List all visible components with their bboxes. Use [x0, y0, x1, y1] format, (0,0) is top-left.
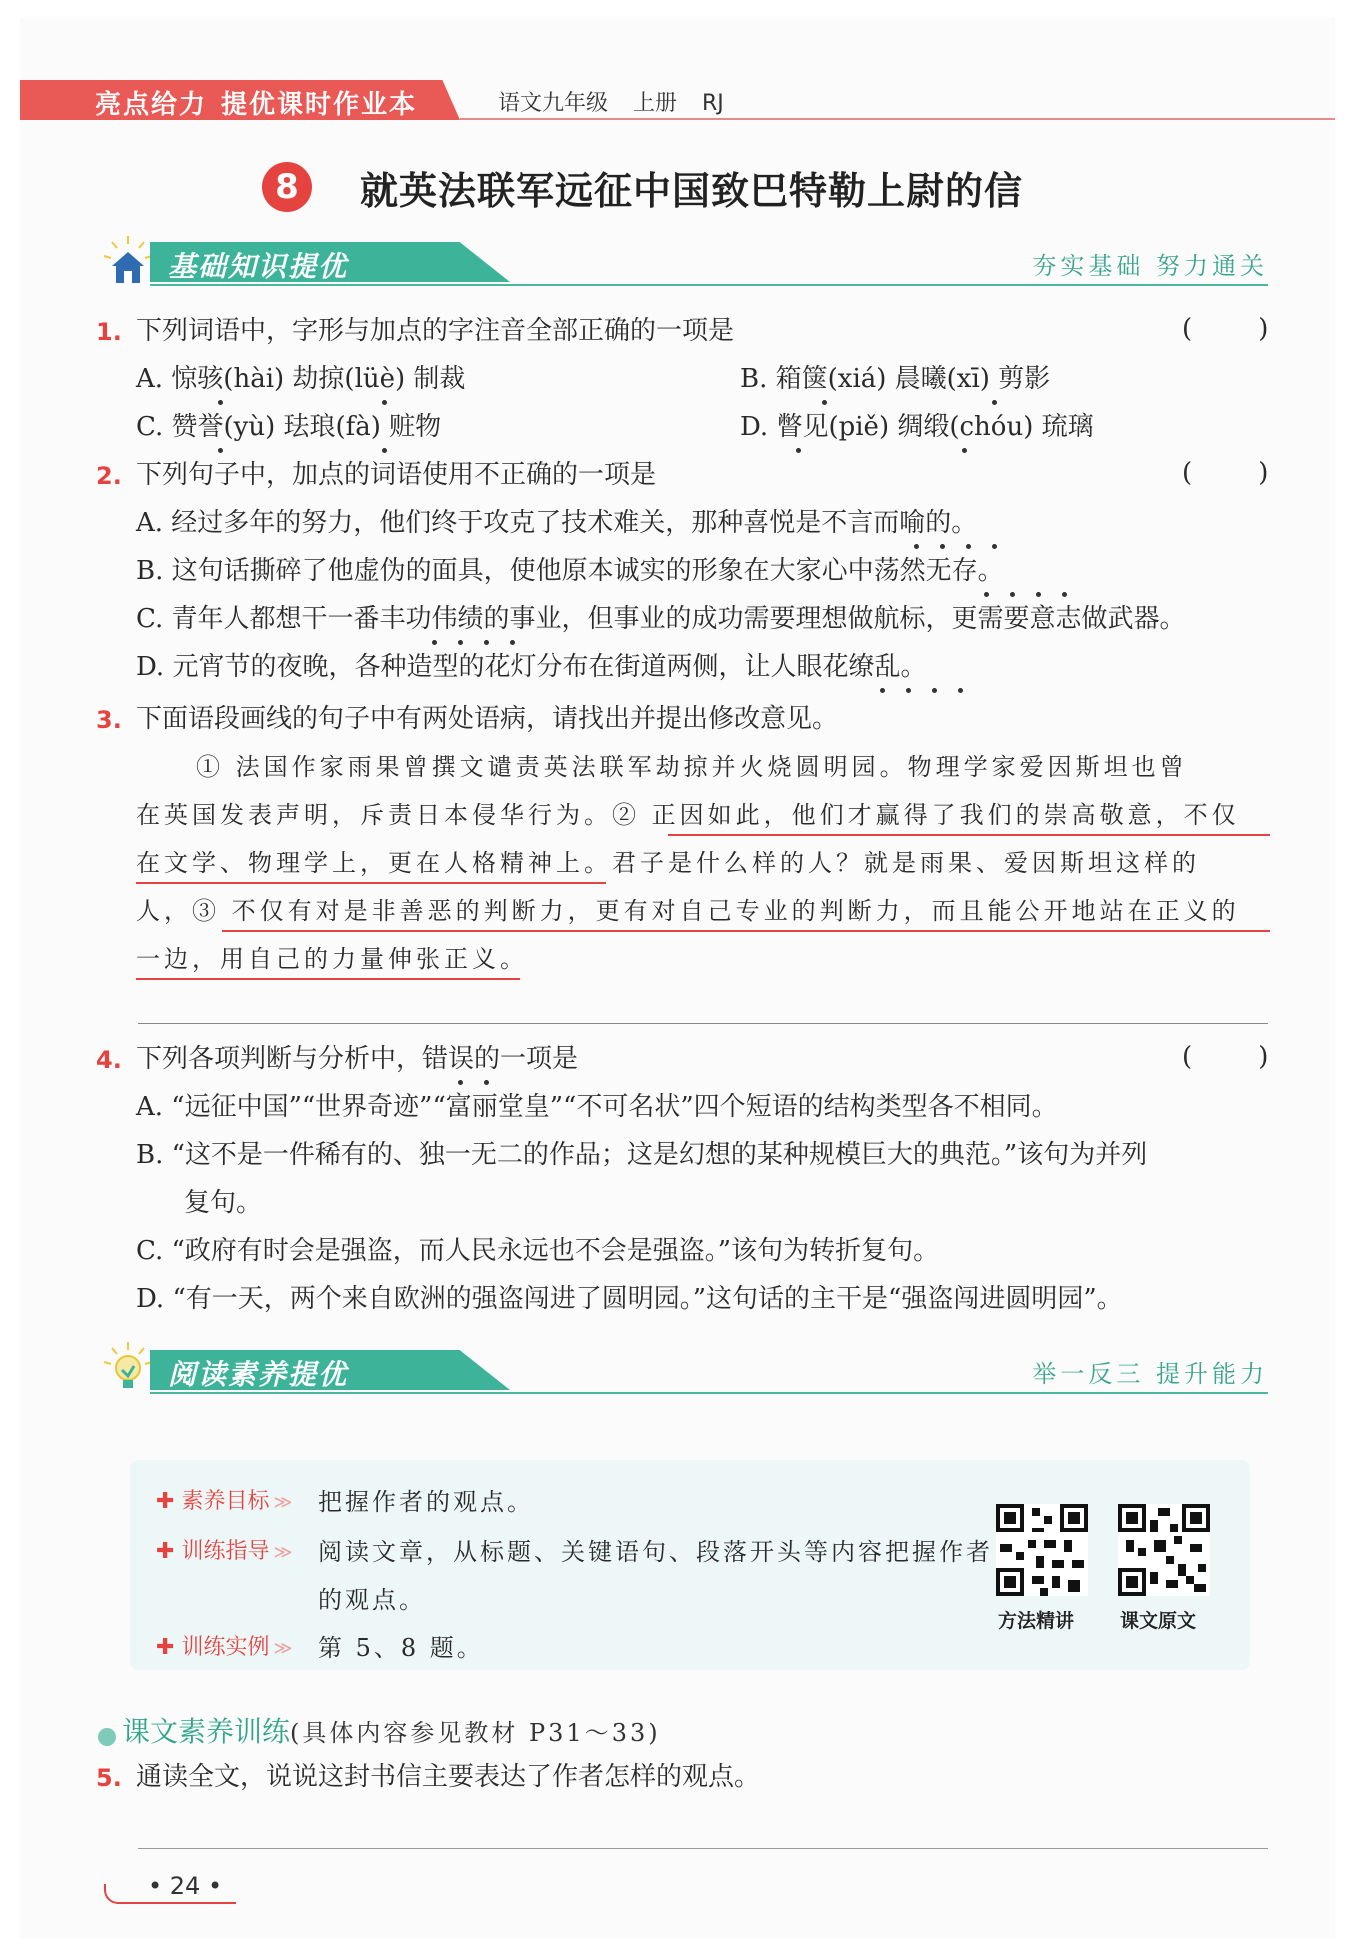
- brand-series: 提优课时作业本: [221, 90, 418, 120]
- section-rule: [150, 284, 1268, 286]
- answer-line[interactable]: [138, 1023, 1268, 1024]
- qr-caption-original-text: 课文原文: [1120, 1610, 1197, 1632]
- brand-name: 亮点给力: [95, 90, 208, 120]
- example-label: ✚ 训练实例 ≫: [156, 1635, 293, 1660]
- q4-answer-bracket: ( ): [1182, 1042, 1269, 1072]
- emphasis-dot: [382, 400, 387, 405]
- answer-line[interactable]: [138, 1848, 1268, 1849]
- q1-option-a: A. 惊骇(hài) 劫掠(lüè) 制裁: [136, 364, 466, 394]
- q3-passage-line-3: 在文学、物理学上，更在人格精神上。君子是什么样的人？就是雨果、爱因斯坦这样的: [136, 849, 1200, 877]
- q4-option-b-line-1: B. “这不是一件稀有的、独一无二的作品；这是幻想的某种规模巨大的典范。”该句为并列: [136, 1140, 1148, 1170]
- underline-sentence-3: [222, 930, 1270, 932]
- q2-option-d: D. 元宵节的夜晚，各种造型的花灯分布在街道两侧，让人眼花缭乱。: [136, 652, 927, 682]
- qr-code-icon[interactable]: [996, 1504, 1088, 1596]
- q1-stem: 下列词语中，字形与加点的字注音全部正确的一项是: [136, 316, 735, 346]
- page-number: • 24 •: [148, 1872, 223, 1900]
- emphasis-dot: [510, 640, 515, 645]
- q1-option-c: C. 赞誉(yù) 珐琅(fà) 赃物: [136, 412, 442, 442]
- q5-stem: 通读全文，说说这封书信主要表达了作者怎样的观点。: [136, 1762, 761, 1792]
- section-basic-title: 基础知识提优: [168, 250, 349, 283]
- emphasis-dot: [992, 400, 997, 405]
- textbook-drill-header: [98, 1710, 661, 1750]
- emphasis-dot: [218, 400, 223, 405]
- q3-passage-line-1: ① 法国作家雨果曾撰文谴责英法联军劫掠并火烧圆明园。物理学家爱因斯坦也曾: [196, 753, 1188, 781]
- emphasis-dot: [940, 544, 945, 549]
- method-text-line-1: 阅读文章，从标题、关键语句、段落开头等内容把握作者: [318, 1538, 993, 1566]
- underline-sentence-3: [136, 978, 520, 980]
- q2-answer-bracket: ( ): [1182, 458, 1269, 488]
- emphasis-dot: [458, 1080, 463, 1085]
- section-basic-banner: [98, 232, 1268, 288]
- section-reading-banner: [98, 1340, 1268, 1396]
- q4-option-a: A. “远征中国”“世界奇迹”“富丽堂皇”“不可名状”四个短语的结构类型各不相同。: [136, 1092, 1058, 1122]
- emphasis-dot: [822, 400, 827, 405]
- q5-number: 5.: [96, 1764, 122, 1792]
- emphasis-dot: [962, 448, 967, 453]
- q2-option-b: B. 这句话撕碎了他虚伪的面具，使他原本诚实的形象在大家心中荡然无存。: [136, 556, 1004, 586]
- emphasis-dot: [932, 688, 937, 693]
- guidance-box: [130, 1460, 1250, 1670]
- underline-sentence-2: [668, 834, 1270, 836]
- q2-option-a: A. 经过多年的努力，他们终于攻克了技术难关，那种喜悦是不言而喻的。: [136, 508, 978, 538]
- emphasis-dot: [796, 448, 801, 453]
- method-text-line-2: 的观点。: [318, 1586, 426, 1614]
- emphasis-dot: [966, 544, 971, 549]
- emphasis-dot: [484, 640, 489, 645]
- lesson-title: 就英法联军远征中国致巴特勒上尉的信: [360, 168, 1024, 213]
- q3-stem: 下面语段画线的句子中有两处语病，请找出并提出修改意见。: [136, 704, 839, 734]
- section-reading-slogan: 举一反三 提升能力: [1032, 1360, 1268, 1388]
- q1-answer-bracket: ( ): [1182, 314, 1269, 344]
- page-header: [20, 80, 1335, 122]
- emphasis-dot: [1010, 592, 1015, 597]
- book-info: 语文九年级 上册 RJ: [498, 91, 724, 116]
- q4-option-d: D. “有一天，两个来自欧洲的强盗闯进了圆明园。”这句话的主干是“强盗闯进圆明园”。: [136, 1284, 1123, 1314]
- qr-caption-method: 方法精讲: [998, 1610, 1075, 1632]
- lesson-number-badge: 8: [262, 162, 312, 212]
- q4-number: 4.: [96, 1046, 122, 1074]
- example-text: 第 5、8 题。: [318, 1634, 484, 1662]
- header-rule: [460, 118, 1335, 120]
- q2-number: 2.: [96, 462, 122, 490]
- q4-stem: 下列各项判断与分析中，错误的一项是: [136, 1044, 579, 1074]
- emphasis-dot: [984, 592, 989, 597]
- q3-number: 3.: [96, 706, 122, 734]
- header-brand: [95, 84, 417, 121]
- section-reading-title: 阅读素养提优: [168, 1358, 349, 1391]
- method-label: ✚ 训练指导 ≫: [156, 1539, 293, 1564]
- emphasis-dot: [484, 1080, 489, 1085]
- drill-title: 课文素养训练: [122, 1715, 291, 1748]
- emphasis-dot: [382, 448, 387, 453]
- qr-code-icon[interactable]: [1118, 1504, 1210, 1596]
- section-basic-slogan: 夯实基础 努力通关: [1032, 252, 1268, 280]
- q2-option-c: C. 青年人都想干一番丰功伟绩的事业，但事业的成功需要理想做航标，更需要意志做武器。: [136, 604, 1186, 634]
- drill-note: (具体内容参见教材 P31～33): [290, 1719, 661, 1747]
- goal-text: 把握作者的观点。: [318, 1488, 534, 1516]
- q3-passage-line-2: 在英国发表声明，斥责日本侵华行为。② 正因如此，他们才赢得了我们的崇高敬意，不仅: [136, 801, 1240, 829]
- lightbulb-icon: [98, 1340, 158, 1396]
- q4-option-c: C. “政府有时会是强盗，而人民永远也不会是强盗。”该句为转折复句。: [136, 1236, 940, 1266]
- q1-option-d: D. 瞥见(piě) 绸缎(chóu) 琉璃: [740, 412, 1094, 442]
- emphasis-dot: [906, 688, 911, 693]
- underline-sentence-2: [136, 882, 606, 884]
- q3-passage-line-4: 人，③ 不仅有对是非善恶的判断力，更有对自己专业的判断力，而且能公开地站在正义的: [136, 897, 1240, 925]
- emphasis-dot: [218, 448, 223, 453]
- emphasis-dot: [992, 544, 997, 549]
- emphasis-dot: [1036, 592, 1041, 597]
- q4-option-b-line-2: 复句。: [184, 1188, 263, 1218]
- section-rule: [150, 1392, 1268, 1394]
- emphasis-dot: [914, 544, 919, 549]
- emphasis-dot: [880, 688, 885, 693]
- q1-option-b: B. 箱箧(xiá) 晨曦(xī) 剪影: [740, 364, 1051, 394]
- emphasis-dot: [458, 640, 463, 645]
- house-icon: [98, 232, 158, 288]
- emphasis-dot: [1062, 592, 1067, 597]
- q1-number: 1.: [96, 318, 122, 346]
- emphasis-dot: [432, 640, 437, 645]
- emphasis-dot: [958, 688, 963, 693]
- goal-label: ✚ 素养目标 ≫: [156, 1489, 293, 1514]
- q2-stem: 下列句子中，加点的词语使用不正确的一项是: [136, 460, 657, 490]
- bullet-icon: [98, 1728, 116, 1746]
- q3-passage-line-5: 一边，用自己的力量伸张正义。: [136, 945, 528, 973]
